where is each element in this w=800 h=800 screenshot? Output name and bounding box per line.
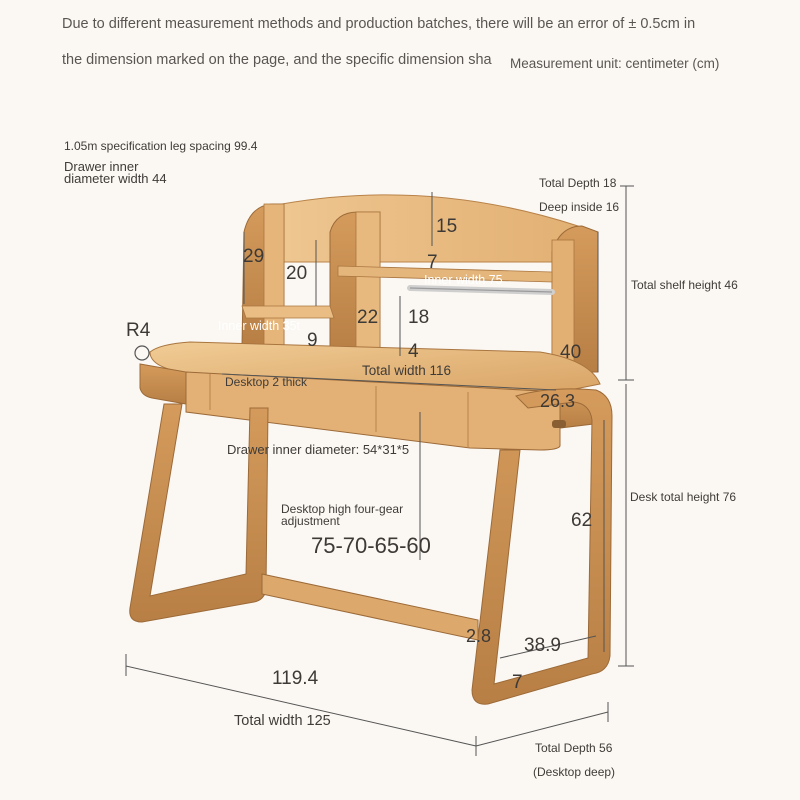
desk-total-height-label: Desk total height 76 — [630, 490, 737, 504]
dim-15: 15 — [436, 216, 458, 237]
dim-7-bottom: 7 — [512, 672, 523, 693]
dim-18: 18 — [408, 307, 430, 328]
hutch-middle-divider-front — [356, 212, 380, 356]
desktop-gear-label-1: Desktop high four-gear — [281, 502, 404, 516]
dim-26-3: 26.3 — [540, 391, 576, 411]
dim-29: 29 — [243, 246, 265, 267]
dim-4: 4 — [408, 341, 419, 362]
dim-22: 22 — [357, 307, 379, 328]
drawer-inner-width-label-1: Drawer inner — [64, 159, 139, 174]
total-width-116-label: Total width 116 — [362, 363, 452, 378]
drawer-inner-diameter-label: Drawer inner diameter: 54*31*5 — [227, 442, 410, 457]
dim-38-9: 38.9 — [524, 635, 561, 656]
dim-40: 40 — [560, 342, 582, 363]
total-width-125-label: Total width 125 — [234, 713, 331, 729]
error-note-line1: Due to different measurement methods and production batches, there will be an error of ± 0.5cm in — [62, 16, 696, 32]
dim-62: 62 — [571, 510, 593, 531]
dim-119-4: 119.4 — [272, 668, 319, 689]
desktop-deep-label: (Desktop deep) — [533, 765, 616, 779]
left-leg-frame — [130, 404, 268, 622]
hutch-small-shelf — [242, 306, 334, 318]
gear-heights-value: 75-70-65-60 — [311, 533, 431, 558]
total-depth-56-label: Total Depth 56 — [535, 741, 613, 755]
drawer-inner-width-label-2: diameter width 44 — [64, 171, 167, 186]
total-shelf-height-label: Total shelf height 46 — [631, 278, 738, 292]
measurement-unit-note: Measurement unit: centimeter (cm) — [510, 56, 720, 71]
spec-leg-spacing-label: 1.05m specification leg spacing 99.4 — [64, 139, 258, 153]
drawer-knob — [552, 420, 566, 428]
bottom-stretcher — [262, 574, 478, 640]
desktop-thickness-label: Desktop 2 thick — [225, 375, 308, 389]
inner-width-75-label: Inner width 75 — [424, 273, 503, 287]
dim-7: 7 — [427, 252, 438, 273]
dim-9: 9 — [307, 330, 318, 351]
deep-inside-16-label: Deep inside 16 — [539, 200, 620, 214]
inner-width-35-label: Inner width 35t — [218, 319, 300, 333]
r4-circle-marker — [135, 346, 149, 360]
total-depth-18-label: Total Depth 18 — [539, 176, 617, 190]
error-note-line2: the dimension marked on the page, and the specific dimension sha — [62, 52, 492, 68]
dim-2-8: 2.8 — [466, 626, 492, 646]
desktop-gear-label-2: adjustment — [281, 514, 340, 528]
dim-20: 20 — [286, 263, 308, 284]
r4-label: R4 — [126, 320, 151, 341]
